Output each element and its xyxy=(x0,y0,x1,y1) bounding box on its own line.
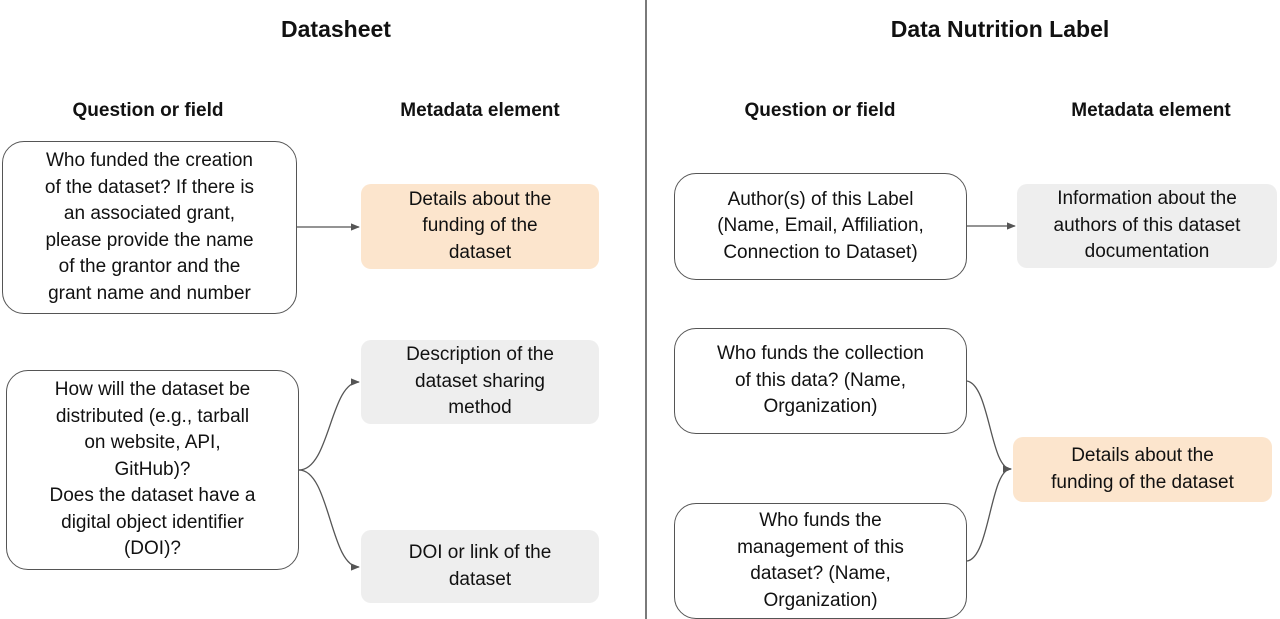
metadata-text: DOI or link of the dataset xyxy=(408,542,552,590)
metadata-text: Details about the funding of the dataset xyxy=(408,188,552,263)
question-text: Who funded the creation of the dataset? If there is an associated grant, please provide the name of the grantor and the grant name and number xyxy=(44,150,255,304)
question-text: How will the dataset be distributed (e.g., tarball on website, API, GitHub)? Does the dataset have a digital object identifier (DOI)? xyxy=(49,379,256,560)
metadata-text: Information about the authors of this dataset documentation xyxy=(1053,188,1241,263)
datasheet-title: Datasheet xyxy=(281,16,391,42)
arrow-distribution-to-doi xyxy=(299,470,359,567)
question-text: Who funds the management of this dataset? (Name, Organization) xyxy=(737,510,904,611)
question-text: Who funds the collection of this data? (Name, Organization) xyxy=(716,343,924,418)
nutrition-label-title: Data Nutrition Label xyxy=(890,16,1110,42)
datasheet-question-header: Question or field xyxy=(72,100,224,121)
metadata-text: Details about the funding of the dataset xyxy=(1051,445,1234,493)
metadata-text: Description of the dataset sharing method xyxy=(406,344,554,419)
arrow-management-to-funding-details xyxy=(967,469,1011,561)
nutrition-label-question-header: Question or field xyxy=(744,100,896,121)
question-text: Author(s) of this Label (Name, Email, Affiliation, Connection to Dataset) xyxy=(717,188,924,263)
datasheet-metadata-header: Metadata element xyxy=(400,100,560,121)
nutrition-label-metadata-header: Metadata element xyxy=(1071,100,1231,121)
arrow-distribution-to-sharing-method xyxy=(299,382,359,470)
arrow-collection-to-funding-details xyxy=(967,381,1011,469)
